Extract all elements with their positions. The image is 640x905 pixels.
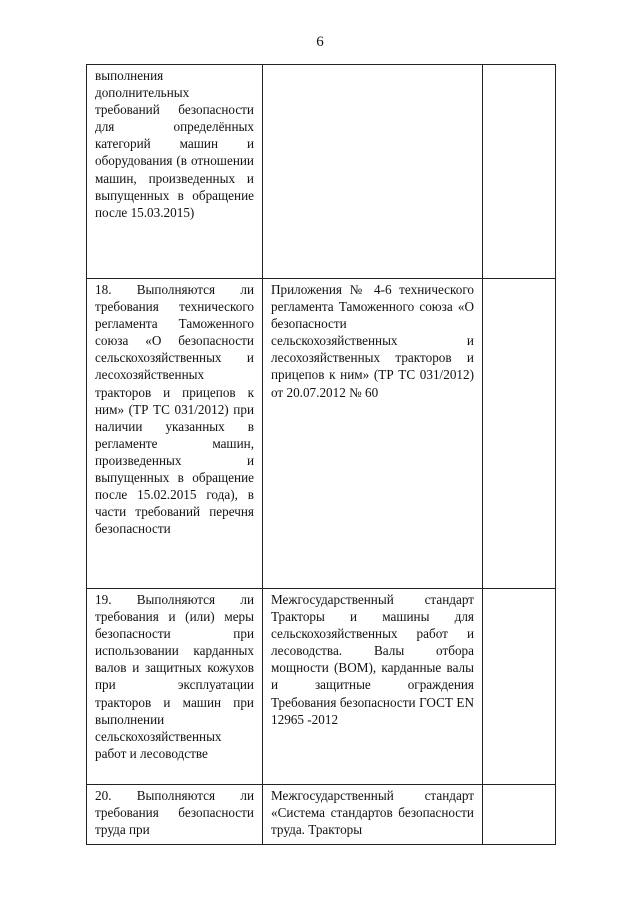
question-cell <box>87 589 263 785</box>
page-number: 6 <box>316 34 324 50</box>
source-cell <box>263 65 483 279</box>
source-text: Приложения № 4-6 технического регламента Таможенного союза «О безопасности сельскохозяйственных и лесохозяйственных тракторов и прицепов к ним» (ТР ТС 031/2012) от 20.07.2012 № 60 <box>271 282 474 400</box>
source-cell <box>263 785 483 845</box>
table-row <box>87 65 556 279</box>
source-cell <box>263 279 483 589</box>
result-cell <box>483 785 556 845</box>
result-cell <box>483 589 556 785</box>
question-cell <box>87 279 263 589</box>
table-row <box>87 279 556 589</box>
source-cell <box>263 589 483 785</box>
result-cell <box>483 65 556 279</box>
question-cell <box>87 785 263 845</box>
question-cell <box>87 65 263 279</box>
table-row <box>87 785 556 845</box>
question-text: выполнения дополнительных требований безопасности для определённых категорий машин и оборудования (в отношении машин, произведенных и выпущенных в обращение после 15.03.2015) <box>95 68 254 220</box>
table-row <box>87 589 556 785</box>
source-text: Межгосударственный стандарт Тракторы и машины для сельскохозяйственных работ и лесоводства. Валы отбора мощности (ВОМ), карданные валы и защитные ограждения Требования безопасности ГОСТ EN 12965 -2012 <box>271 592 474 727</box>
question-text: 18. Выполняются ли требования технического регламента Таможенного союза «О безопасности сельскохозяйственных и лесохозяйственных тракторов и прицепов к ним» (ТР ТС 031/2012) при наличии указанных в регламенте машин, произведенных и выпущенных в обращение после 15.02.2015 года), в части требований перечня безопасности <box>95 282 254 537</box>
source-text: Межгосударственный стандарт «Система стандартов безопасности труда. Тракторы <box>271 788 474 838</box>
requirements-table <box>86 64 556 845</box>
result-cell <box>483 279 556 589</box>
question-text: 19. Выполняются ли требования и (или) меры безопасности при использовании карданных валов и защитных кожухов при эксплуатации тракторов и машин при выполнении сельскохозяйственных работ и лесоводстве <box>95 592 254 761</box>
question-text: 20. Выполняются ли требования безопасности труда при <box>95 788 254 838</box>
